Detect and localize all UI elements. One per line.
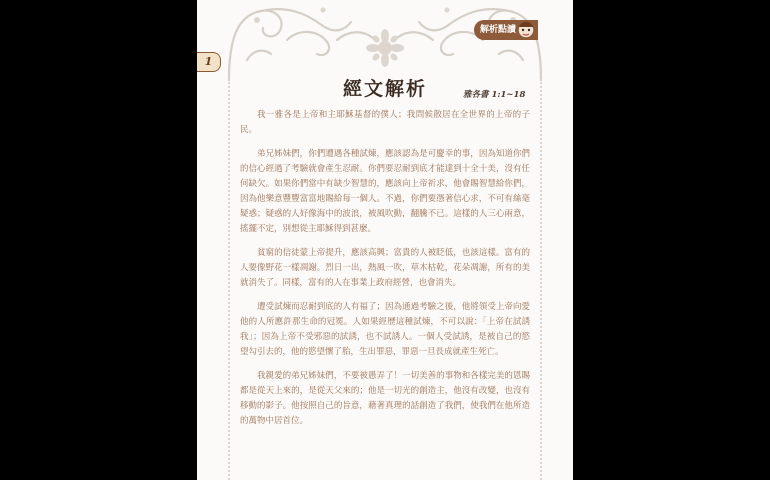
scripture-reference: 雅各書 1:1~18 <box>463 90 526 100</box>
paragraph: 弟兄姊妹們，你們遭遇各種試煉，應該認為是可慶幸的事，因為知道你們的信心經過了考驗就會產生忍耐。你們要忍耐到底才能達到十全十美，沒有任何缺欠。如果你們當中有缺少智慧的，應該向上帝祈求，他會賜智慧給你們，因為他樂意豐豐富富地賜給每一個人。不過，你們要憑著信心求，不可有絲毫疑惑；疑惑的人好像海中的波浪，被風吹動，翻騰不已。這樣的人三心兩意，搖擺不定，別想從主耶穌得到甚麼。 <box>240 149 530 234</box>
paragraph: 遭受試煉而忍耐到底的人有福了；因為通過考驗之後，他將領受上帝向愛他的人所應許那生命的冠冕。人如果經歷這種試煉，不可以說：「上帝在試誘我」；因為上帝不受邪惡的試誘，也不試誘人。一個人受試誘，是被自己的慾望勾引去的，他的慾望懷了胎，生出罪惡，罪惡一旦長成就產生死亡。 <box>240 302 530 357</box>
paragraph: 我一雅各是上帝和主耶穌基督的僕人；我問候散居在全世界的上帝的子民。 <box>240 110 530 135</box>
paragraph: 我親愛的弟兄姊妹們，不要被愚弄了！一切美善的事物和各樣完美的恩賜都是從天上來的，是從天父來的；他是一切光的創造主，他沒有改變，也沒有移動的影子。他按照自己的旨意，藉著真理的話創造了我們，使我們在他所造的萬物中居首位。 <box>240 371 530 426</box>
character-face-icon[interactable] <box>516 18 536 40</box>
page-title: 經文解析 <box>342 78 427 100</box>
scripture-body <box>240 108 530 438</box>
read-along-button[interactable]: 解析點讀 <box>474 20 538 40</box>
paragraph: 貧窮的信徒蒙上帝提升，應該高興；富貴的人被眨低，也該這樣。富有的人要像野花一樣凋謝。烈日一出，熱風一吹，草木枯乾，花朵凋謝，所有的美就消失了。同樣，富有的人在事業上政府經營，也會消失。 <box>240 248 530 288</box>
page-number-tab: 1 <box>197 52 221 72</box>
